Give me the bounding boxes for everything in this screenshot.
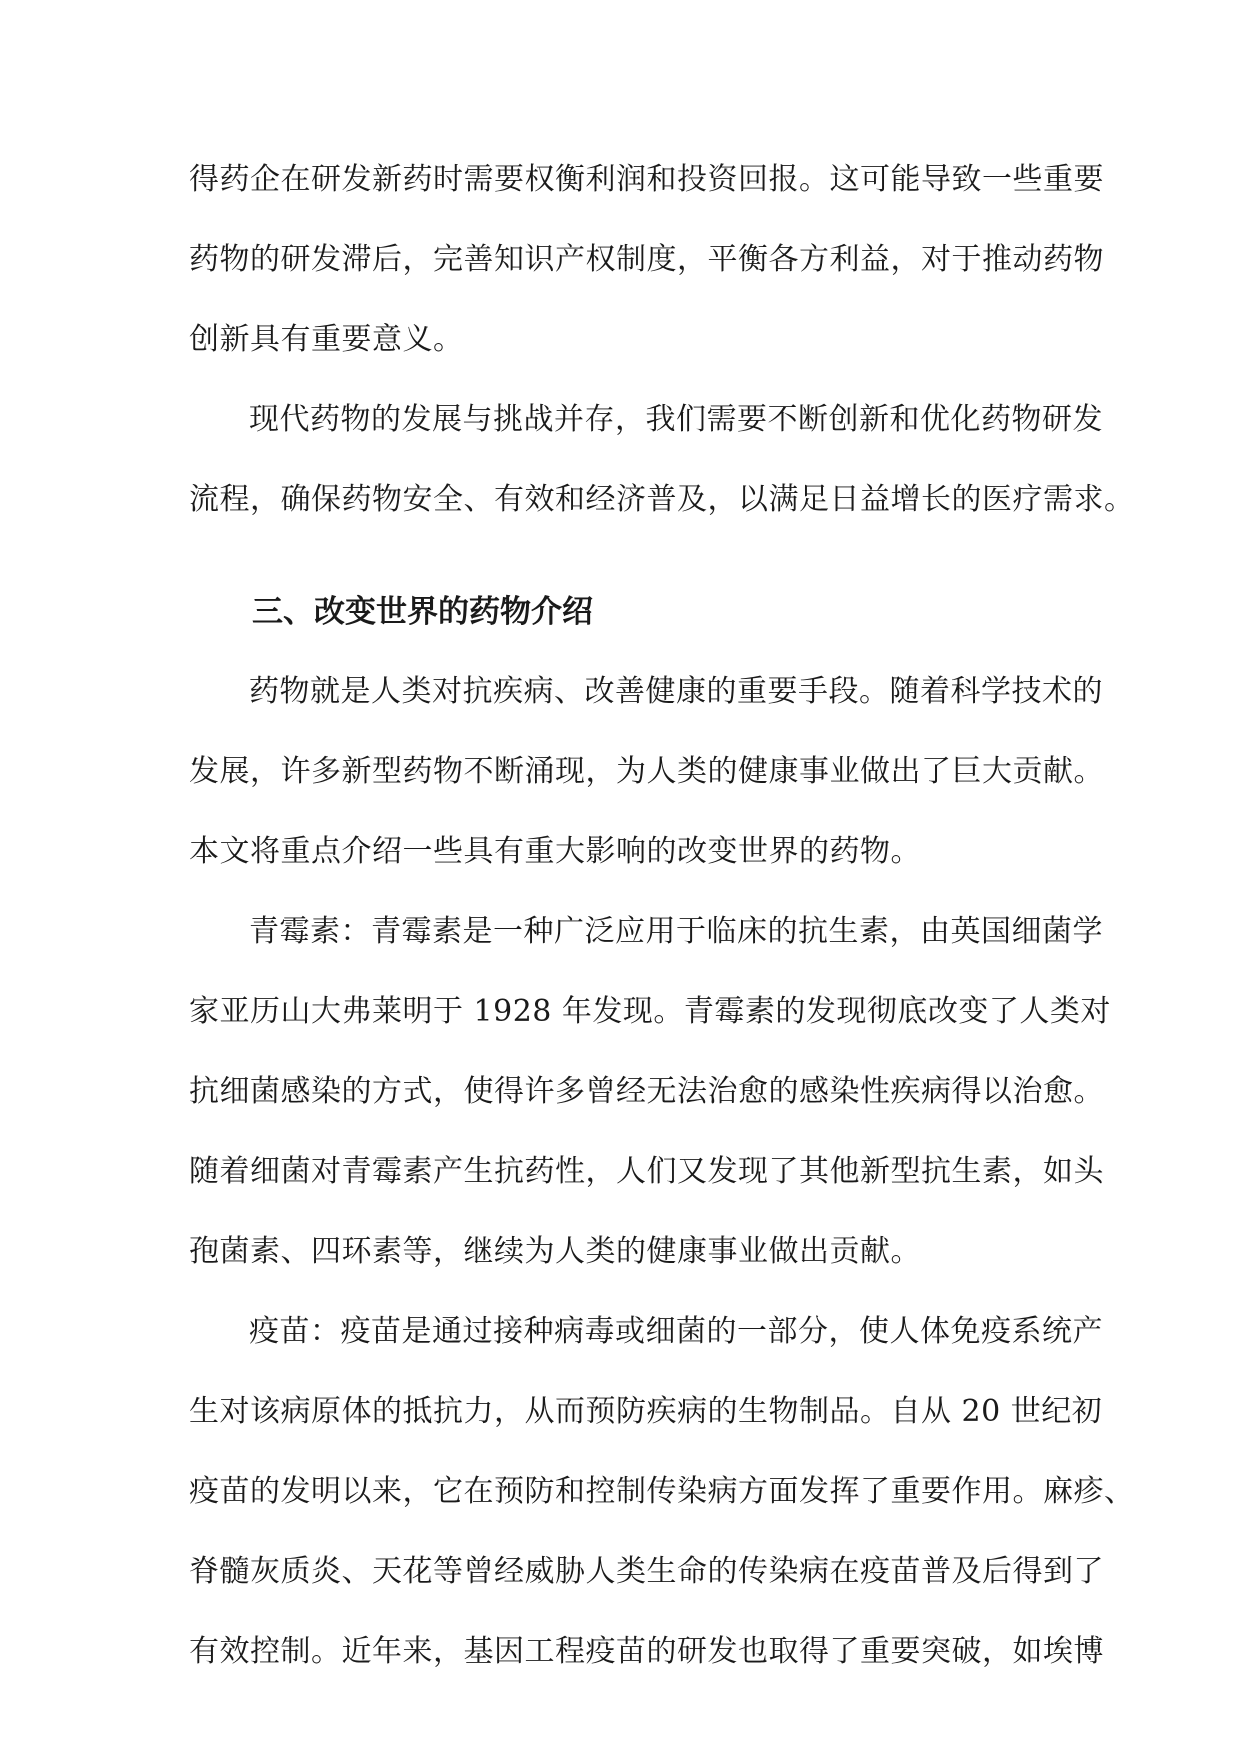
section-spacer <box>189 540 1055 572</box>
paragraph-line: 抗细菌感染的方式，使得许多曾经无法治愈的感染性疾病得以治愈。 <box>189 1074 1104 1109</box>
paragraph-intellectual-property <box>189 140 1104 380</box>
paragraph-line: 家亚历山大弗莱明于 1928 年发现。青霉素的发现彻底改变了人类对 <box>189 994 1111 1029</box>
paragraph-line: 孢菌素、四环素等，继续为人类的健康事业做出贡献。 <box>189 1234 921 1269</box>
paragraph-line: 随着细菌对青霉素产生抗药性，人们又发现了其他新型抗生素，如头 <box>189 1154 1104 1189</box>
paragraph-penicillin <box>189 892 1111 1292</box>
paragraph-line: 发展，许多新型药物不断涌现，为人类的健康事业做出了巨大贡献。 <box>189 754 1104 789</box>
paragraph-line: 本文将重点介绍一些具有重大影响的改变世界的药物。 <box>189 834 921 869</box>
paragraph-line: 青霉素：青霉素是一种广泛应用于临床的抗生素，由英国细菌学 <box>249 914 1103 949</box>
paragraph-line: 创新具有重要意义。 <box>189 322 464 357</box>
paragraph-line: 疫苗的发明以来，它在预防和控制传染病方面发挥了重要作用。麻疹、 <box>189 1474 1135 1509</box>
paragraph-line: 疫苗：疫苗是通过接种病毒或细菌的一部分，使人体免疫系统产 <box>249 1314 1103 1349</box>
section-heading: 三、改变世界的药物介绍 <box>252 594 593 630</box>
paragraph-line: 现代药物的发展与挑战并存，我们需要不断创新和优化药物研发 <box>249 402 1103 437</box>
paragraph-drug-intro <box>189 652 1104 892</box>
paragraph-line: 脊髓灰质炎、天花等曾经威胁人类生命的传染病在疫苗普及后得到了 <box>189 1554 1104 1589</box>
paragraph-line: 药物就是人类对抗疾病、改善健康的重要手段。随着科学技术的 <box>249 674 1103 709</box>
paragraph-line: 得药企在研发新药时需要权衡利润和投资回报。这可能导致一些重要 <box>189 162 1104 197</box>
document-page <box>189 140 1135 1692</box>
paragraph-vaccine <box>189 1292 1135 1692</box>
paragraph-line: 流程，确保药物安全、有效和经济普及，以满足日益增长的医疗需求。 <box>189 482 1135 517</box>
paragraph-line: 药物的研发滞后，完善知识产权制度，平衡各方利益，对于推动药物 <box>189 242 1104 277</box>
paragraph-conclusion <box>189 380 1135 540</box>
paragraph-line: 生对该病原体的抵抗力，从而预防疾病的生物制品。自从 20 世纪初 <box>189 1394 1103 1429</box>
paragraph-line: 有效控制。近年来，基因工程疫苗的研发也取得了重要突破，如埃博 <box>189 1634 1104 1669</box>
